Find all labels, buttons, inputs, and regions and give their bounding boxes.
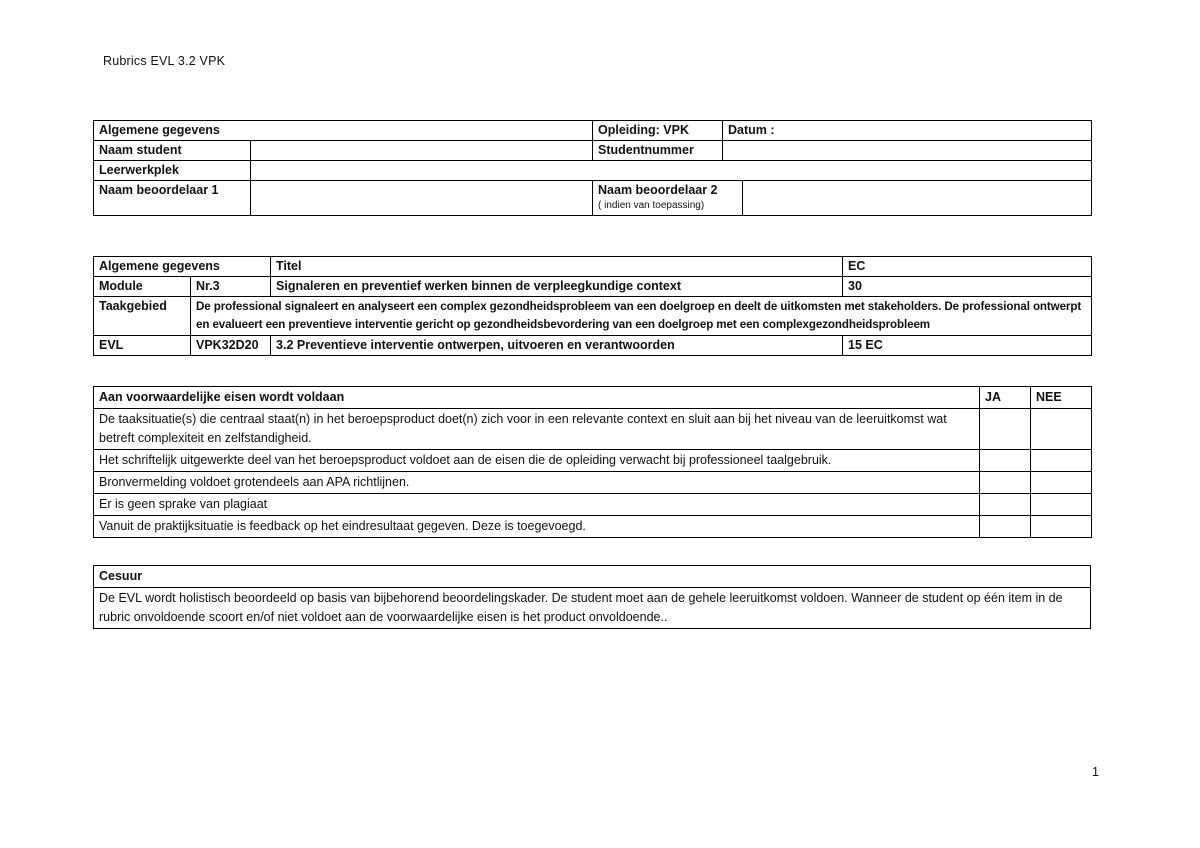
nee-header: NEE xyxy=(1031,387,1092,409)
general-info-label: Algemene gegevens xyxy=(94,121,593,141)
beoordelaar2-note: ( indien van toepassing) xyxy=(598,200,705,211)
nee-checkbox-cell[interactable] xyxy=(1031,494,1092,516)
leerwerkplek-label: Leerwerkplek xyxy=(94,161,251,181)
requirement-text: De taaksituatie(s) die centraal staat(n) in het beroepsproduct doet(n) zich voor in een relevante context en sluit aan bij het niveau van de leeruitkomst wat betreft complexiteit en zelfstandigheid. xyxy=(94,409,980,450)
evl-code: VPK32D20 xyxy=(191,336,271,356)
evl-title: 3.2 Preventieve interventie ontwerpen, uitvoeren en verantwoorden xyxy=(271,336,843,356)
nee-checkbox-cell[interactable] xyxy=(1031,472,1092,494)
leerwerkplek-value xyxy=(251,161,1092,181)
module-general-label: Algemene gegevens xyxy=(94,257,271,277)
requirement-text: Het schriftelijk uitgewerkte deel van het beroepsproduct voldoet aan de eisen die de opleiding verwacht bij professioneel taalgebruik. xyxy=(94,450,980,472)
ja-header: JA xyxy=(980,387,1031,409)
module-title: Signaleren en preventief werken binnen de verpleegkundige context xyxy=(271,277,843,297)
titel-label: Titel xyxy=(271,257,843,277)
datum-field: Datum : xyxy=(723,121,1092,141)
ec-label: EC xyxy=(843,257,1092,277)
table-row xyxy=(94,409,1092,450)
ja-checkbox-cell[interactable] xyxy=(980,450,1031,472)
ja-checkbox-cell[interactable] xyxy=(980,472,1031,494)
module-label: Module xyxy=(94,277,191,297)
nee-checkbox-cell[interactable] xyxy=(1031,450,1092,472)
requirements-table xyxy=(93,386,1092,538)
requirement-text: Er is geen sprake van plagiaat xyxy=(94,494,980,516)
taakgebied-text: De professional signaleert en analyseert een complex gezondheidsprobleem van een doelgroep en deelt de uitkomsten met stakeholders. De professional ontwerpt en evalueert een preventieve interventie gericht op gezondheidsbevordering van een doelgroep met een complexgezondheidsprobleem xyxy=(191,297,1092,336)
requirement-text: Bronvermelding voldoet grotendeels aan APA richtlijnen. xyxy=(94,472,980,494)
evl-label: EVL xyxy=(94,336,191,356)
studentnummer-value xyxy=(723,141,1092,161)
evl-ec: 15 EC xyxy=(843,336,1092,356)
table-row xyxy=(94,472,1092,494)
requirements-header: Aan voorwaardelijke eisen wordt voldaan xyxy=(94,387,980,409)
ja-checkbox-cell[interactable] xyxy=(980,516,1031,538)
beoordelaar2-text: Naam beoordelaar 2 xyxy=(598,183,718,197)
nee-checkbox-cell[interactable] xyxy=(1031,409,1092,450)
table-row xyxy=(94,450,1092,472)
naam-student-label: Naam student xyxy=(94,141,251,161)
beoordelaar2-value xyxy=(743,181,1092,216)
beoordelaar2-label xyxy=(593,181,743,216)
table-row xyxy=(94,494,1092,516)
ja-checkbox-cell[interactable] xyxy=(980,409,1031,450)
module-nr: Nr.3 xyxy=(191,277,271,297)
document-header: Rubrics EVL 3.2 VPK xyxy=(103,54,226,68)
cesuur-table xyxy=(93,565,1091,629)
general-info-table xyxy=(93,120,1092,216)
opleiding-label: Opleiding: VPK xyxy=(593,121,723,141)
beoordelaar1-value xyxy=(251,181,593,216)
module-info-table xyxy=(93,256,1092,356)
module-ec: 30 xyxy=(843,277,1092,297)
taakgebied-label: Taakgebied xyxy=(94,297,191,336)
table-row xyxy=(94,516,1092,538)
page-number: 1 xyxy=(1092,765,1099,779)
ja-checkbox-cell[interactable] xyxy=(980,494,1031,516)
cesuur-header: Cesuur xyxy=(94,566,1091,588)
beoordelaar1-label: Naam beoordelaar 1 xyxy=(94,181,251,216)
studentnummer-label: Studentnummer xyxy=(593,141,723,161)
naam-student-value xyxy=(251,141,593,161)
cesuur-text: De EVL wordt holistisch beoordeeld op basis van bijbehorend beoordelingskader. De student moet aan de gehele leeruitkomst voldoen. Wanneer de student op één item in de rubric onvoldoende scoort en/of niet voldoet aan de voorwaardelijke eisen is het product onvoldoende.. xyxy=(94,588,1091,629)
requirement-text: Vanuit de praktijksituatie is feedback op het eindresultaat gegeven. Deze is toegevoegd. xyxy=(94,516,980,538)
nee-checkbox-cell[interactable] xyxy=(1031,516,1092,538)
